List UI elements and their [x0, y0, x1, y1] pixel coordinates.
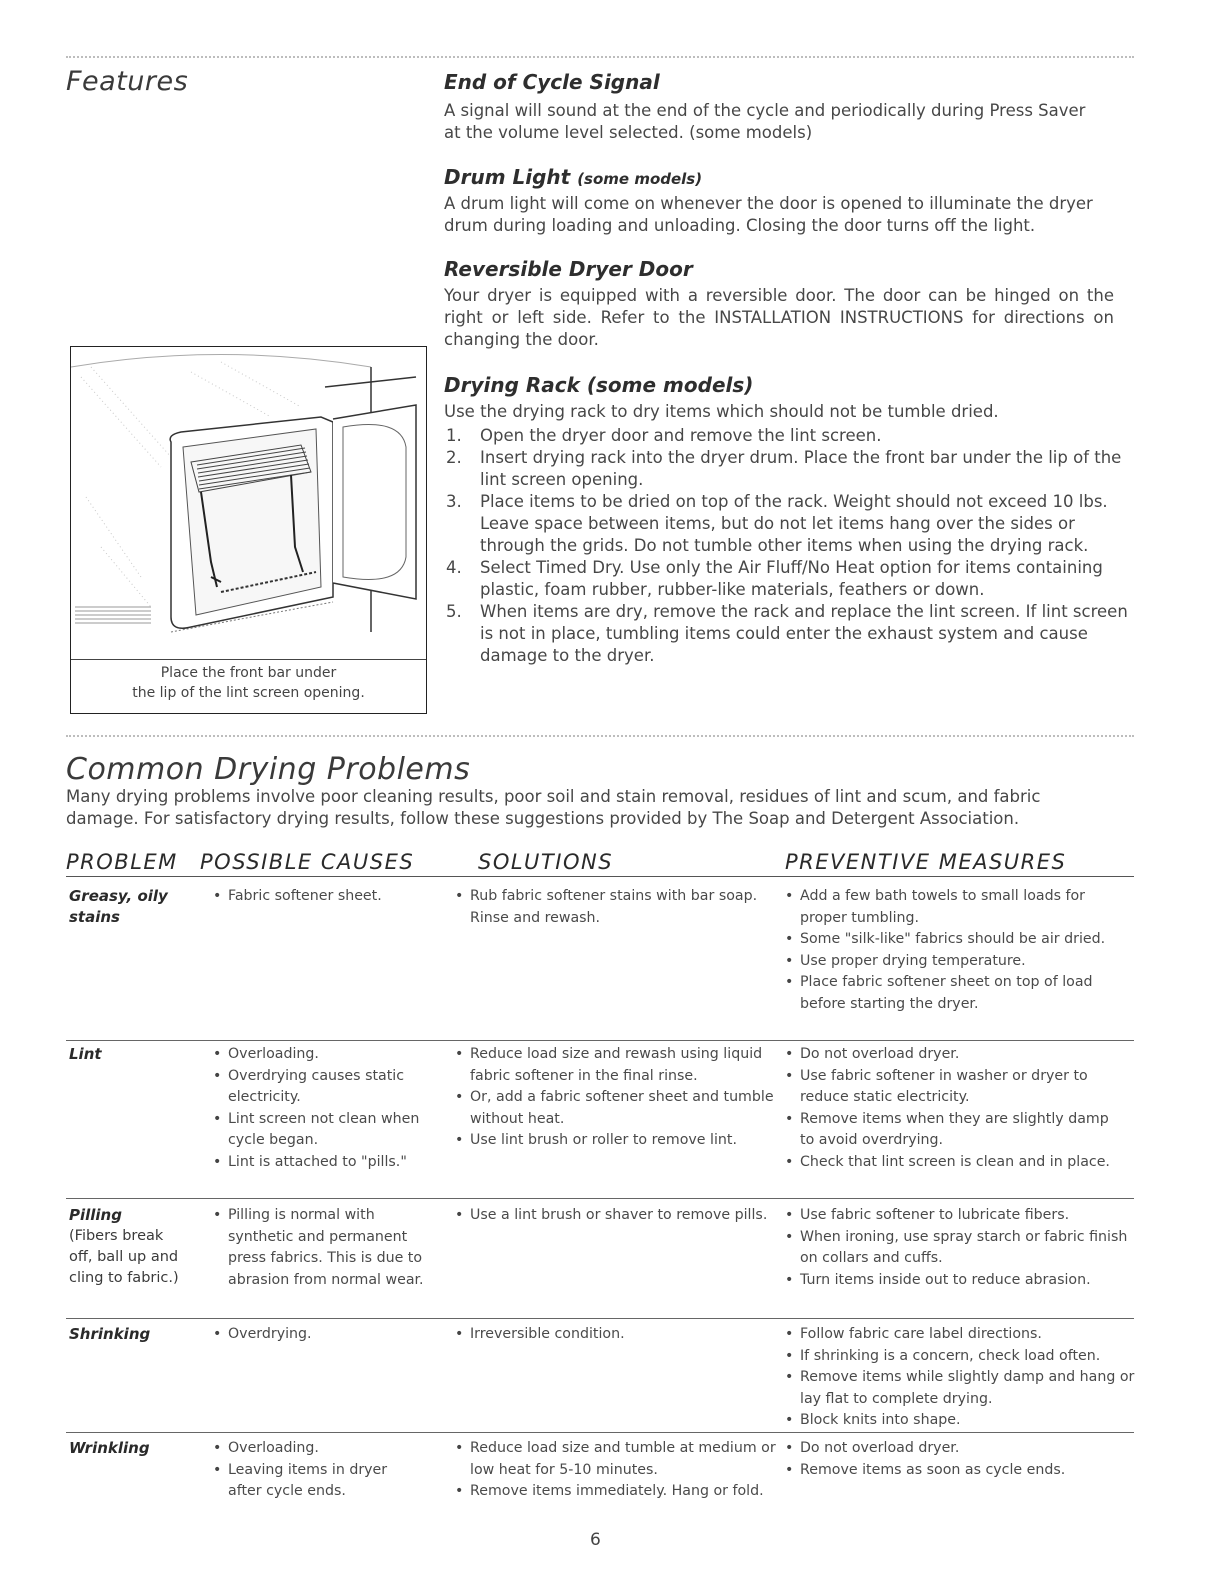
list-item: • Overloading. — [210, 1438, 425, 1460]
preventive-pilling — [782, 1205, 1132, 1291]
list-item: • Fabric softener sheet. — [210, 886, 440, 908]
figure-caption-line1: Place the front bar under — [160, 665, 337, 681]
problem-shrinking: Shrinking — [69, 1325, 151, 1343]
list-item: • Leaving items in dryer after cycle ends. — [210, 1460, 425, 1503]
list-item: • Block knits into shape. — [782, 1410, 1137, 1432]
problems-intro: Many drying problems involve poor cleaning results, poor soil and stain removal, residues of lint and scum, and fabric damage. For satisfactory drying results, follow these suggestions provided by The Soap and Detergent Association. — [66, 787, 1041, 828]
preventive-wrinkling — [782, 1438, 1127, 1481]
list-item: • Pilling is normal with synthetic and permanent press fabrics. This is due to abrasion from normal wear. — [210, 1205, 435, 1291]
list-item: • Place fabric softener sheet on top of load before starting the dryer. — [782, 972, 1127, 1015]
header-causes: POSSIBLE CAUSES — [200, 850, 415, 874]
row-rule — [66, 1040, 1134, 1041]
list-item: • Use fabric softener in washer or dryer to reduce static electricity. — [782, 1066, 1127, 1109]
list-item: • Overdrying causes static electricity. — [210, 1066, 435, 1109]
causes-greasy — [210, 886, 440, 908]
list-item: • Irreversible condition. — [452, 1324, 772, 1346]
list-item: • Use proper drying temperature. — [782, 951, 1127, 973]
header-rule — [66, 876, 1134, 877]
preventive-lint — [782, 1044, 1127, 1173]
step-item: 5. When items are dry, remove the rack and replace the lint screen. If lint screen is not in place, tumbling items could enter the exhaust system and cause damage to the dryer. — [446, 602, 1128, 665]
drying-rack-figure — [70, 346, 427, 714]
drying-rack-steps — [444, 425, 1130, 667]
row-rule — [66, 1198, 1134, 1199]
causes-lint — [210, 1044, 435, 1173]
list-item: • Overloading. — [210, 1044, 435, 1066]
problem-pilling: Pilling (Fibers break off, ball up and cling to fabric.) — [69, 1205, 199, 1289]
list-item: • Follow fabric care label directions. — [782, 1324, 1137, 1346]
figure-caption — [71, 659, 426, 703]
solutions-greasy — [452, 886, 772, 929]
drying-rack-heading: Drying Rack (some models) — [444, 373, 754, 397]
reversible-door-text: Your dryer is equipped with a reversible door. The door can be hinged on the right or left side. Refer to the INSTALLATION INSTRUCTIONS for directions on changing the door. — [444, 286, 1114, 349]
list-item: • Or, add a fabric softener sheet and tumble without heat. — [452, 1087, 777, 1130]
problems-title: Common Drying Problems — [66, 752, 471, 787]
drying-rack-intro: Use the drying rack to dry items which should not be tumble dried. — [444, 402, 999, 421]
header-solutions: SOLUTIONS — [478, 850, 614, 874]
problem-lint: Lint — [69, 1045, 102, 1063]
top-divider — [66, 56, 1134, 58]
row-rule — [66, 1432, 1134, 1433]
list-item: • Check that lint screen is clean and in place. — [782, 1152, 1127, 1174]
preventive-greasy — [782, 886, 1127, 1015]
row-rule — [66, 1318, 1134, 1319]
list-item: • Overdrying. — [210, 1324, 435, 1346]
list-item: • Remove items as soon as cycle ends. — [782, 1460, 1127, 1482]
drum-light-text: A drum light will come on whenever the door is opened to illuminate the dryer drum during loading and unloading. Closing the door turns off the light. — [444, 194, 1093, 235]
drum-light-heading — [444, 165, 702, 189]
list-item: • Remove items when they are slightly damp to avoid overdrying. — [782, 1109, 1127, 1152]
list-item: • Add a few bath towels to small loads for proper tumbling. — [782, 886, 1127, 929]
problem-wrinkling: Wrinkling — [69, 1439, 150, 1457]
step-item: 1. Open the dryer door and remove the lint screen. — [446, 426, 882, 445]
list-item: • Use fabric softener to lubricate fibers. — [782, 1205, 1132, 1227]
page-number: 6 — [590, 1530, 601, 1550]
step-item: 4. Select Timed Dry. Use only the Air Fluff/No Heat option for items containing plastic, foam rubber, rubber-like materials, feathers or down. — [446, 558, 1103, 599]
solutions-wrinkling — [452, 1438, 782, 1503]
list-item: • Do not overload dryer. — [782, 1438, 1127, 1460]
list-item: • Rub fabric softener stains with bar soap. Rinse and rewash. — [452, 886, 772, 929]
reversible-door-heading: Reversible Dryer Door — [444, 257, 693, 281]
header-problem: PROBLEM — [66, 850, 178, 874]
list-item: • Reduce load size and tumble at medium or low heat for 5-10 minutes. — [452, 1438, 782, 1481]
section-divider — [66, 735, 1134, 737]
causes-wrinkling — [210, 1438, 425, 1503]
solutions-shrinking — [452, 1324, 772, 1346]
step-item: 3. Place items to be dried on top of the rack. Weight should not exceed 10 lbs. Leave space between items, but do not let items hang over the sides or through the grids. Do not tumble other items when using the drying rack. — [446, 492, 1108, 555]
list-item: • Use lint brush or roller to remove lint. — [452, 1130, 777, 1152]
list-item: • Reduce load size and rewash using liquid fabric softener in the final rinse. — [452, 1044, 777, 1087]
list-item: • When ironing, use spray starch or fabric finish on collars and cuffs. — [782, 1227, 1132, 1270]
solutions-pilling — [452, 1205, 772, 1227]
list-item: • Remove items immediately. Hang or fold. — [452, 1481, 782, 1503]
end-of-cycle-heading: End of Cycle Signal — [444, 70, 660, 94]
list-item: • Lint is attached to "pills." — [210, 1152, 435, 1174]
list-item: • Use a lint brush or shaver to remove pills. — [452, 1205, 772, 1227]
dryer-rack-illustration — [71, 347, 426, 659]
solutions-lint — [452, 1044, 777, 1152]
pilling-description: (Fibers break off, ball up and cling to fabric.) — [69, 1228, 179, 1286]
list-item: • Remove items while slightly damp and hang or lay flat to complete drying. — [782, 1367, 1137, 1410]
drum-light-note: (some models) — [577, 170, 703, 188]
header-preventive: PREVENTIVE MEASURES — [785, 850, 1067, 874]
causes-shrinking — [210, 1324, 435, 1346]
list-item: • Some "silk-like" fabrics should be air dried. — [782, 929, 1127, 951]
end-of-cycle-text: A signal will sound at the end of the cycle and periodically during Press Saver at the volume level selected. (some models) — [444, 101, 1086, 142]
preventive-shrinking — [782, 1324, 1137, 1432]
figure-caption-line2: the lip of the lint screen opening. — [132, 685, 365, 701]
problem-greasy: Greasy, oily stains — [69, 887, 168, 926]
causes-pilling — [210, 1205, 435, 1291]
features-title: Features — [66, 66, 189, 97]
list-item: • Lint screen not clean when cycle began. — [210, 1109, 435, 1152]
list-item: • Do not overload dryer. — [782, 1044, 1127, 1066]
list-item: • Turn items inside out to reduce abrasion. — [782, 1270, 1132, 1292]
step-item: 2. Insert drying rack into the dryer drum. Place the front bar under the lip of the lint screen opening. — [446, 448, 1122, 489]
list-item: • If shrinking is a concern, check load often. — [782, 1346, 1137, 1368]
drum-light-title: Drum Light — [444, 165, 571, 189]
